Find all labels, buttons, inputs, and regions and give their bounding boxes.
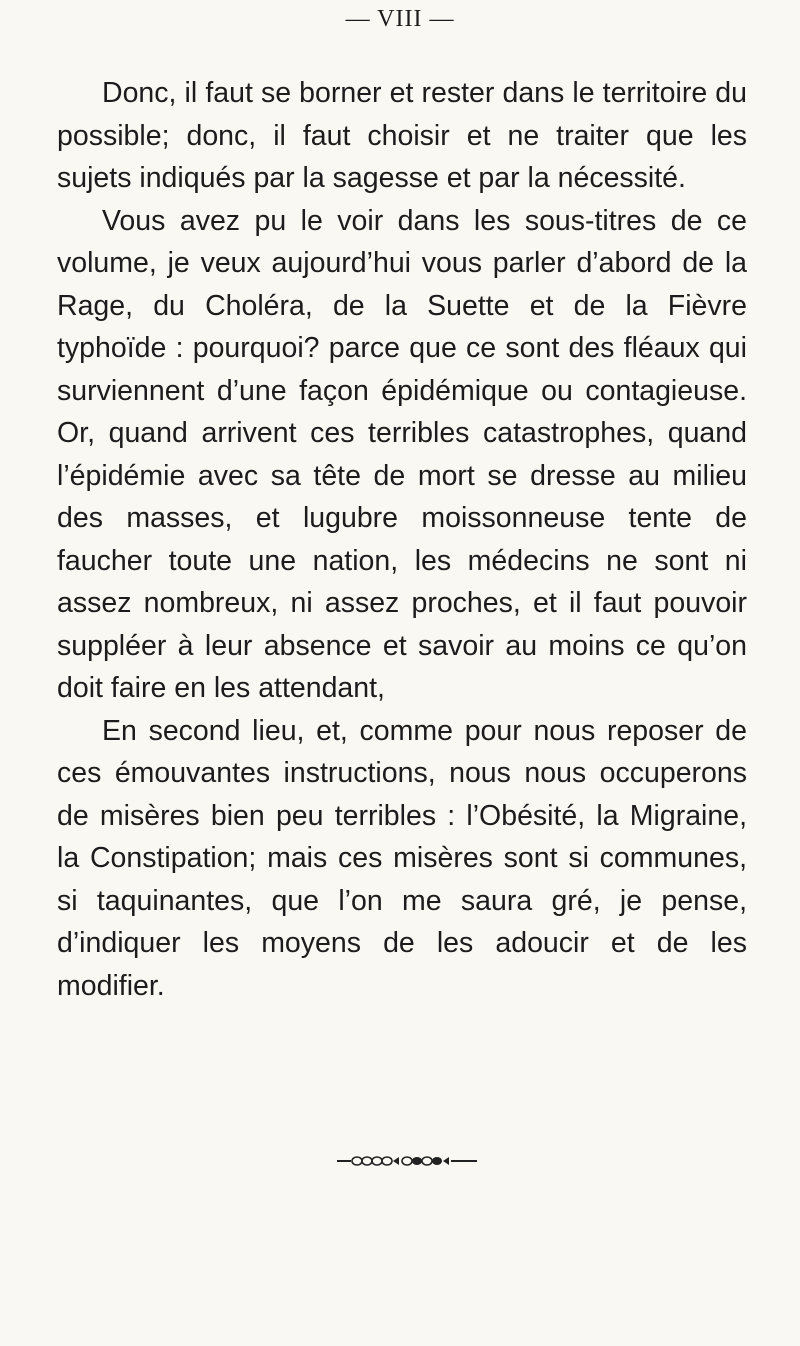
paragraph-1: Donc, il faut se borner et rester dans le territoire du possible; donc, il faut choisir et ne traiter que les sujets indiqués par la sagesse et par la nécessité.	[57, 77, 747, 194]
page-number: — VIII —	[345, 6, 455, 32]
typographic-ornament-icon	[337, 1154, 477, 1168]
body-text	[57, 72, 747, 1007]
paragraph-3: En second lieu, et, comme pour nous reposer de ces émouvantes instructions, nous nous occuperons de misères bien peu terribles : l’Obésité, la Migraine, la Constipation; mais ces misères sont si communes, si taquinantes, que l’on me saura gré, je pense, d’indiquer les moyens de les adoucir et de les modifier.	[57, 714, 747, 1002]
paragraph-2: Vous avez pu le voir dans les sous-titres de ce volume, je veux aujourd’hui vous parler d’abord de la Rage, du Choléra, de la Suette et de la Fièvre typhoïde : pourquoi? parce que ce sont des fléaux qui surviennent d’une façon épidémique ou contagieuse. Or, quand arrivent ces terribles catastrophes, quand l’épidémie avec sa tête de mort se dresse au milieu des masses, et lugubre moissonneuse tente de faucher toute une nation, les médecins ne sont ni assez nombreux, ni assez proches, et il faut pouvoir suppléer à leur absence et savoir au moins ce qu’on doit faire en les attendant,	[57, 204, 747, 704]
